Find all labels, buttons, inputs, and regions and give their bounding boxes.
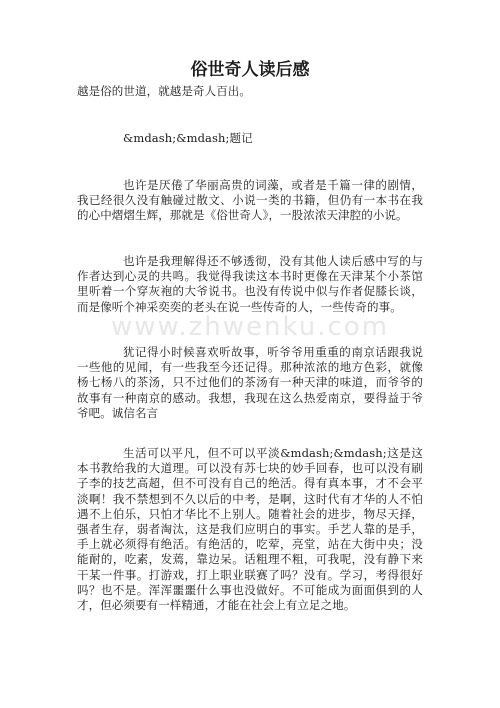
document-title: 俗世奇人读后感 [190,60,310,80]
paragraph-1: 也许是厌倦了华丽高贵的词藻，或者是千篇一律的剧情，我已经很久没有触碰过散文、小说一类的书籍，但仍有一本书在我的心中熠熠生辉，那就是《俗世奇人》，一股浓浓天津腔的小说。 [77,178,423,223]
paragraph-4: 生活可以平凡，但不可以平淡&mdash;&mdash;这是这本书教给我的大道理。可以没有苏七块的妙手回春，也可以没有刷子李的技艺高超，但不可没有自己的绝活。得有真本事，才不会平淡啊！我不禁想到不久以后的中考，是啊，这时代有才华的人不怕遇不上伯乐，只怕才华比不上别人。随着社会的进步，物尽天择，强者生存，弱者淘汰，这是我们应明白的事实。手艺人靠的是手，手上就必须得有绝活。有绝活的，吃荤，亮堂，站在大街中央；没能耐的，吃素，发蔫，靠边呆。话粗理不粗，可我呢，没有静下来干某一件事。打游戏，打上职业联赛了吗？没有。学习，考得很好吗？也不是。浑浑噩噩什么事也没做好。不可能成为面面俱到的人才，但必须要有一样精通，才能在社会上有立足之地。 [77,446,423,613]
paragraph-3: 犹记得小时候喜欢听故事，听爷爷用重重的南京话跟我说一些他的见闻，有一些我至今还记得。那种浓浓的地方色彩，就像杨七杨八的茶汤，只不过他们的茶汤有一种天津的味道，而爷爷的故事有一种南京的感动。我想，我现在这么热爱南京，要得益于爷爷吧。诚信名言 [77,345,423,420]
paragraph-2: 也许是我理解得还不够透彻，没有其他人读后感中写的与作者达到心灵的共鸣。我觉得我读这本书时更像在天津某个小茶馆里听着一个穿灰袍的大爷说书。也没有传说中似与作者促膝长谈，而是像听个神采奕奕的老头在说一些传奇的人，一些传奇的事。 [77,254,423,314]
epigraph-attribution: &mdash;&mdash;题记 [123,131,253,145]
epigraph-line: 越是俗的世道，就越是奇人百出。 [77,84,251,98]
watermark-text: www.zhwenku.com [110,312,390,342]
